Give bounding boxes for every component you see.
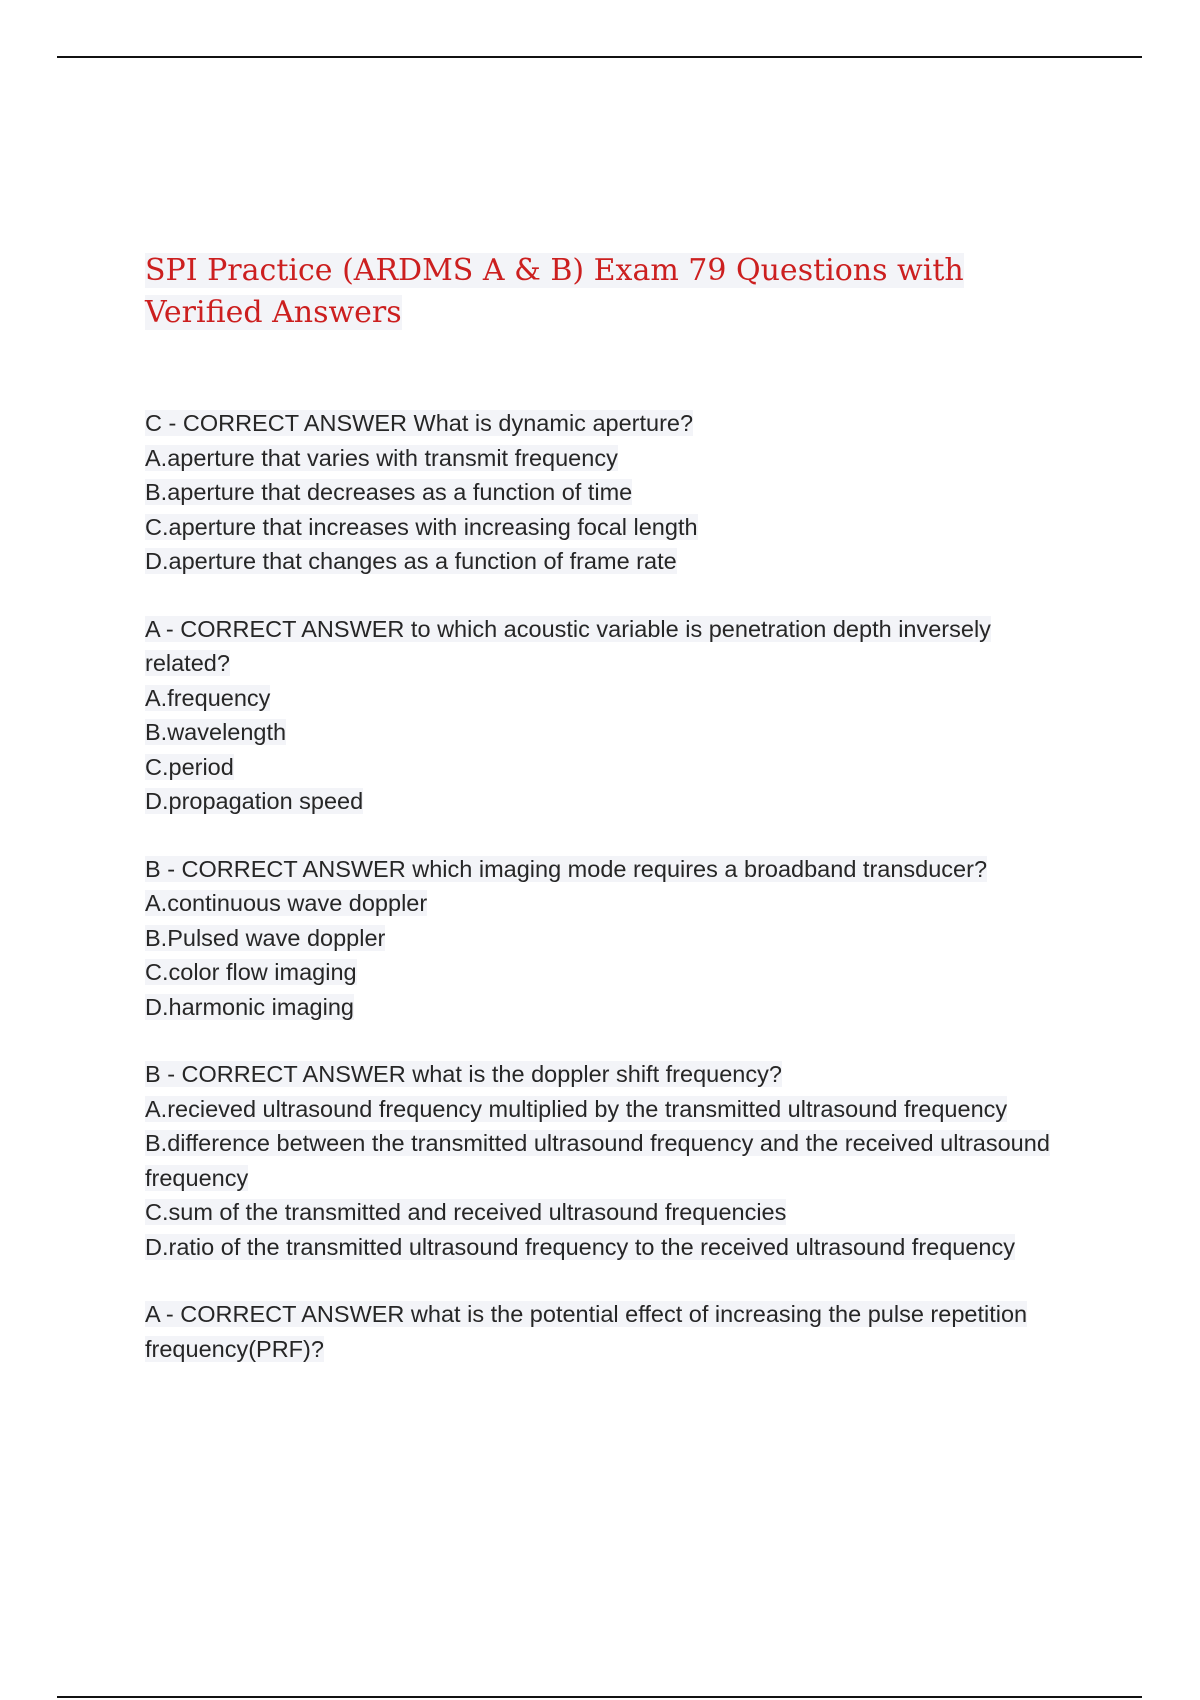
document-title: SPI Practice (ARDMS A & B) Exam 79 Questions with Verified Answers: [145, 253, 964, 330]
question-item: [145, 406, 1075, 579]
bottom-divider: [57, 1696, 1142, 1698]
question-stem: A - CORRECT ANSWER to which acoustic variable is penetration depth inversely related?: [145, 615, 991, 676]
answer-option: B.aperture that decreases as a function of time: [145, 479, 633, 505]
answer-option: C.aperture that increases with increasing focal length: [145, 513, 698, 540]
question-item: [145, 1297, 1075, 1366]
question-stem: C - CORRECT ANSWER What is dynamic aperture?: [145, 410, 694, 436]
answer-option: A.aperture that varies with transmit frequency: [145, 444, 618, 471]
answer-option: C.sum of the transmitted and received ultrasound frequencies: [145, 1199, 787, 1225]
question-item: [145, 1057, 1075, 1264]
answer-option: C.color flow imaging: [145, 959, 357, 985]
top-divider: [57, 56, 1142, 58]
answer-option: D.propagation speed: [145, 788, 364, 814]
answer-option: B.difference between the transmitted ultrasound frequency and the received ultrasound frequency: [145, 1130, 1050, 1191]
question-stem: B - CORRECT ANSWER which imaging mode requires a broadband transducer?: [145, 855, 988, 882]
answer-option: D.aperture that changes as a function of frame rate: [145, 548, 677, 574]
answer-option: A.recieved ultrasound frequency multiplied by the transmitted ultrasound frequency: [145, 1095, 1008, 1122]
document-body: [145, 250, 1075, 1399]
question-item: [145, 852, 1075, 1025]
answer-option: D.harmonic imaging: [145, 993, 354, 1020]
answer-option: D.ratio of the transmitted ultrasound frequency to the received ultrasound frequency: [145, 1233, 1015, 1260]
answer-option: B.wavelength: [145, 719, 287, 745]
question-item: [145, 612, 1075, 819]
question-list: [145, 406, 1075, 1366]
question-stem: B - CORRECT ANSWER what is the doppler shift frequency?: [145, 1061, 782, 1087]
question-stem: A - CORRECT ANSWER what is the potential effect of increasing the pulse repetition frequency(PRF)?: [145, 1301, 1028, 1362]
answer-option: C.period: [145, 753, 234, 780]
answer-option: A.frequency: [145, 684, 271, 711]
answer-option: A.continuous wave doppler: [145, 890, 428, 916]
answer-option: B.Pulsed wave doppler: [145, 924, 386, 951]
